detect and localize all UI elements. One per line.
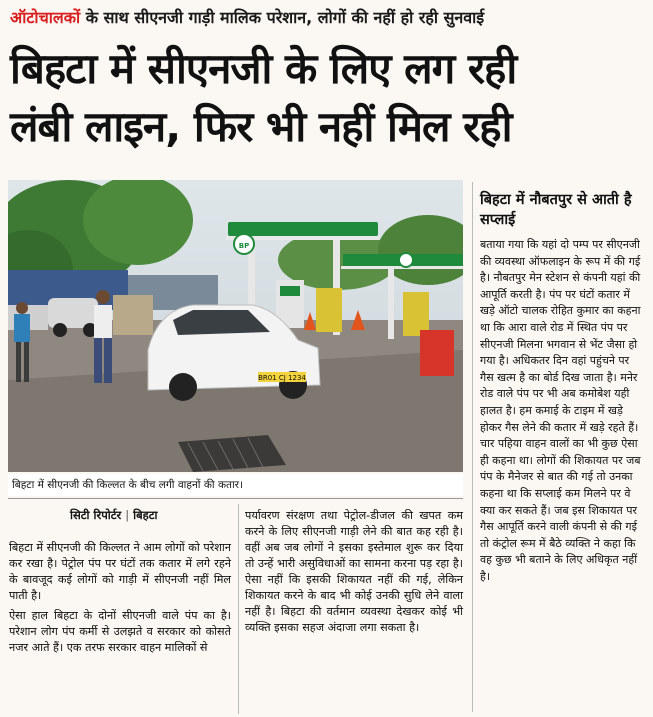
sidebar-heading: बिहटा में नौबतपुर से आती है सप्लाई — [480, 192, 632, 228]
byline-reporter: सिटी रिपोर्टर — [70, 508, 122, 522]
license-plate: BR01 CJ 1234 — [258, 374, 306, 382]
cng-station-photo — [8, 180, 463, 472]
bp-sign: BP — [238, 242, 250, 250]
byline — [70, 508, 158, 523]
paragraph: बिहटा में सीएनजी की किल्लत ने आम लोगों को परेशान कर रखा है। पेट्रोल पंप पर घंटों तक कतार में लगे रहने के बावजूद कई लोगों को गाड़ी में सीएनजी नहीं मिल पाती है। — [9, 541, 231, 602]
divider — [8, 498, 463, 499]
sidebar-divider — [472, 182, 473, 712]
news-photo — [8, 180, 463, 472]
byline-separator: | — [125, 508, 130, 522]
headline-line-2: लंबी लाइन, फिर भी नहीं मिल रही — [10, 102, 512, 151]
article-column-1 — [9, 540, 231, 660]
article-column-2 — [245, 508, 463, 640]
kicker-highlight: ऑटोचालकों — [10, 8, 81, 27]
kicker-line — [10, 6, 650, 28]
sidebar-body — [480, 237, 645, 589]
paragraph: बताया गया कि यहां दो पम्प पर सीएनजी की व्यवस्था ऑफलाइन के रूप में की गई है। नौबतपुर मेन स्टेशन से कंपनी यहां की आपूर्ति करती है। पंप पर घंटों कतार में खड़े ऑटो चालक रोहित कुमार का कहना था कि आरा वाले रोड में स्थित पंप पर सीएनजी मिलना भगवान से भेंट जैसा हो गया है। अधिकतर दिन वहां पहुंचने पर गैस खत्म है का बोर्ड दिख जाता है। मनेर रोड वाले पंप पर भी अब कमोबेश यही हालत है। हम कमाई के टाइम में खड़े होकर गैस लेने की कतार में खड़े रहते हैं। चार पहिया वाहन वालों का भी कुछ ऐसा ही कहना था। लोगों की शिकायत पर जब पंप के मैनेजर से बात की गई तो उनका कहना था कि सप्लाई कम मिलने पर वे क्या कर सकते हैं। जब इस शिकायत पर गैस आपूर्ति करने वाली कंपनी से की गई तो कंट्रोल रूम में बैठे व्यक्ति ने कहा कि वह कुछ भी बताने के लिए अधिकृत नहीं है। — [480, 238, 641, 583]
paragraph: पर्यावरण संरक्षण तथा पेट्रोल-डीजल की खपत कम करने के लिए सीएनजी गाड़ी लेने की बात कह रही है। वहीं अब जब लोगों ने इसका इस्तेमाल शुरू कर दिया तो उन्हें भारी असुविधाओं का सामना करना पड़ रहा है। ऐसा नहीं कि इसकी शिकायत नहीं की गई, लेकिन शिकायत करने के बाद भी कोई उनकी सुधि लेने वाला नहीं है। बिहटा की वर्तमान व्यवस्था देखकर कोई भी व्यक्ति इसका सहज अंदाजा लगा सकता है। — [245, 509, 463, 634]
paragraph: ऐसा हाल बिहटा के दोनों सीएनजी वाले पंप का है। परेशान लोग पंप कर्मी से उलझते व सरकार को कोसते नजर आते हैं। एक तरफ सरकार वाहन मालिकों से — [9, 609, 231, 654]
byline-place: बिहटा — [133, 508, 158, 522]
headline — [10, 40, 650, 156]
column-divider — [238, 504, 239, 714]
headline-line-1: बिहटा में सीएनजी के लिए लग रही — [10, 44, 517, 93]
photo-caption: बिहटा में सीएनजी की किल्लत के बीच लगी वाहनों की कतार। — [8, 474, 463, 496]
kicker-rest: के साथ सीएनजी गाड़ी मालिक परेशान, लोगों की नहीं हो रही सुनवाई — [80, 8, 485, 27]
